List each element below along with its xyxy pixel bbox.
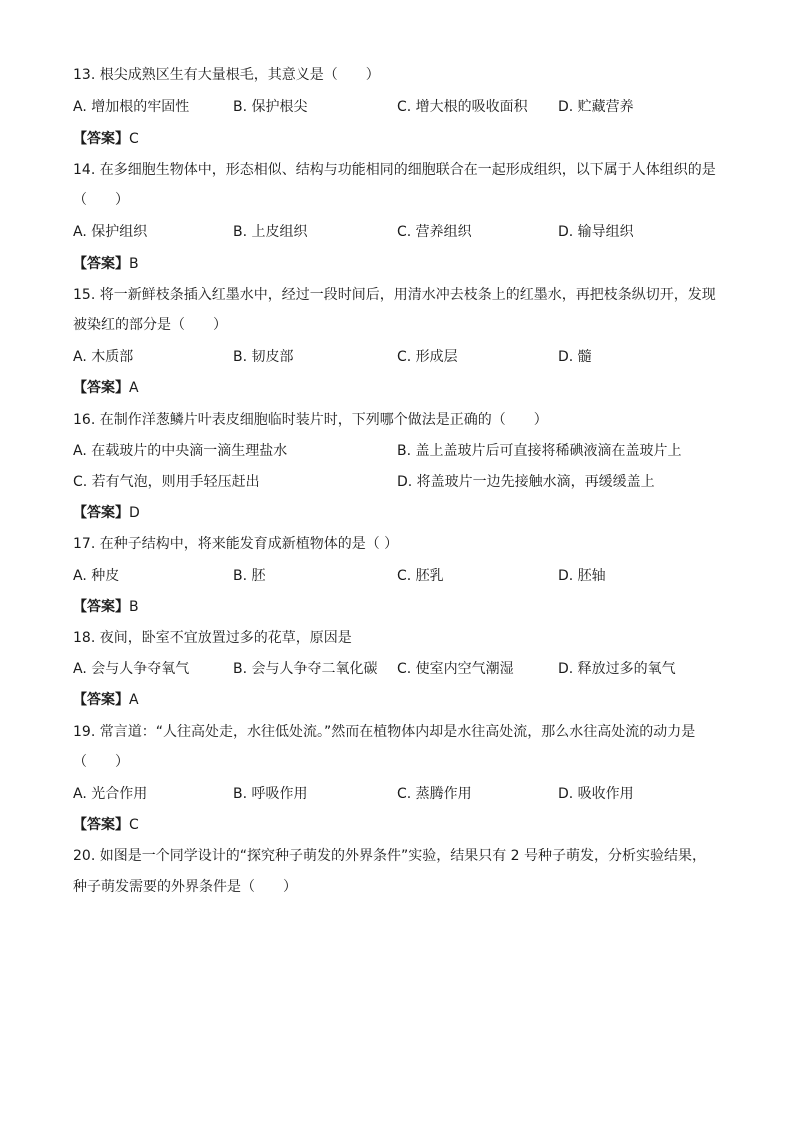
question-15-stem-line-2: 被染红的部分是（ ） <box>73 317 227 333</box>
question-14-option-c: C. 营养组织 <box>397 224 472 240</box>
question-15-option-b: B. 韧皮部 <box>233 349 294 365</box>
question-18-option-b: B. 会与人争夺二氧化碳 <box>233 661 378 677</box>
question-16-option-d: D. 将盖玻片一边先接触水滴，再缓缓盖上 <box>397 474 655 490</box>
question-18-option-a: A. 会与人争夺氧气 <box>73 661 190 677</box>
question-13-option-d: D. 贮藏营养 <box>558 99 634 115</box>
answer-value: C <box>129 131 139 147</box>
question-14-answer <box>73 254 139 274</box>
question-18-stem: 18. 夜间，卧室不宜放置过多的花草，原因是 <box>73 630 352 646</box>
question-17-option-d: D. 胚轴 <box>558 568 606 584</box>
question-13-option-a: A. 增加根的牢固性 <box>73 99 190 115</box>
answer-label: 【答案】 <box>73 256 129 272</box>
question-13-option-b: B. 保护根尖 <box>233 99 308 115</box>
question-17-option-b: B. 胚 <box>233 568 266 584</box>
question-16-answer <box>73 503 140 523</box>
answer-value: C <box>129 817 139 833</box>
question-19-option-a: A. 光合作用 <box>73 786 148 802</box>
question-16-option-c: C. 若有气泡，则用手轻压赶出 <box>73 474 260 490</box>
answer-value: B <box>129 256 139 272</box>
question-15-option-d: D. 髓 <box>558 349 592 365</box>
question-15-option-a: A. 木质部 <box>73 349 134 365</box>
question-18-answer <box>73 690 139 710</box>
question-13-answer <box>73 129 139 149</box>
question-14-stem-line-1: 14. 在多细胞生物体中，形态相似、结构与功能相同的细胞联合在一起形成组织，以下属于人体组织的是 <box>73 162 716 178</box>
answer-value: B <box>129 599 139 615</box>
question-16-option-b: B. 盖上盖玻片后可直接将稀碘液滴在盖玻片上 <box>397 443 682 459</box>
answer-label: 【答案】 <box>73 817 129 833</box>
question-16-stem: 16. 在制作洋葱鳞片叶表皮细胞临时装片时，下列哪个做法是正确的（ ） <box>73 412 548 428</box>
answer-value: A <box>129 692 139 708</box>
question-13-option-c: C. 增大根的吸收面积 <box>397 99 528 115</box>
question-15-stem-line-1: 15. 将一新鲜枝条插入红墨水中，经过一段时间后，用清水冲去枝条上的红墨水，再把枝条纵切开，发现 <box>73 287 716 303</box>
question-17-answer <box>73 597 139 617</box>
question-17-option-c: C. 胚乳 <box>397 568 444 584</box>
question-16-option-a: A. 在载玻片的中央滴一滴生理盐水 <box>73 443 288 459</box>
question-19-stem-line-2: （ ） <box>73 754 129 770</box>
question-14-option-b: B. 上皮组织 <box>233 224 308 240</box>
question-19-option-d: D. 吸收作用 <box>558 786 634 802</box>
question-19-option-b: B. 呼吸作用 <box>233 786 308 802</box>
question-20-stem-line-1: 20. 如图是一个同学设计的“探究种子萌发的外界条件”实验，结果只有 2 号种子萌发，分析实验结果， <box>73 848 707 864</box>
answer-label: 【答案】 <box>73 692 129 708</box>
question-14-option-d: D. 输导组织 <box>558 224 634 240</box>
question-17-stem: 17. 在种子结构中，将来能发育成新植物体的是（ ） <box>73 536 399 552</box>
question-18-option-c: C. 使室内空气潮湿 <box>397 661 514 677</box>
answer-label: 【答案】 <box>73 505 129 521</box>
question-13-stem: 13. 根尖成熟区生有大量根毛，其意义是（ ） <box>73 67 380 83</box>
answer-value: A <box>129 380 139 396</box>
question-14-option-a: A. 保护组织 <box>73 224 148 240</box>
question-19-answer <box>73 815 139 835</box>
answer-value: D <box>129 505 140 521</box>
question-19-stem-line-1: 19. 常言道：“人往高处走，水往低处流。”然而在植物体内却是水往高处流，那么水往高处流的动力是 <box>73 724 696 740</box>
answer-label: 【答案】 <box>73 599 129 615</box>
question-20-stem-line-2: 种子萌发需要的外界条件是（ ） <box>73 879 297 895</box>
question-15-answer <box>73 378 139 398</box>
question-14-stem-line-2: （ ） <box>73 192 129 208</box>
question-18-option-d: D. 释放过多的氧气 <box>558 661 676 677</box>
question-15-option-c: C. 形成层 <box>397 349 458 365</box>
question-19-option-c: C. 蒸腾作用 <box>397 786 472 802</box>
answer-label: 【答案】 <box>73 380 129 396</box>
answer-label: 【答案】 <box>73 131 129 147</box>
question-17-option-a: A. 种皮 <box>73 568 120 584</box>
